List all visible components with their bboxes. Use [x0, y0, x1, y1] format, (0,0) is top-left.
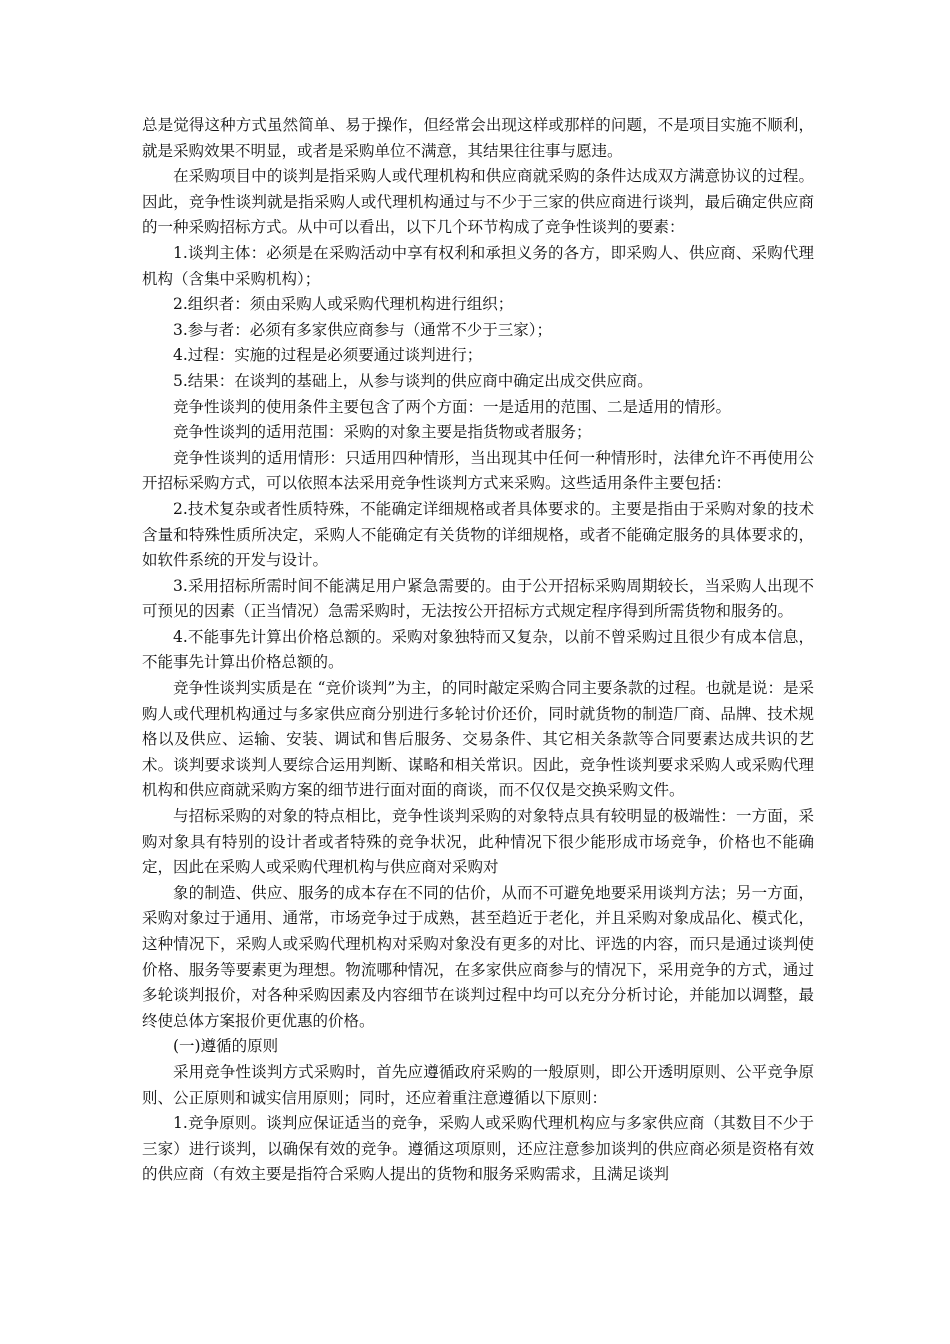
paragraph: 总是觉得这种方式虽然简单、易于操作，但经常会出现这样或那样的问题，不是项目实施不顺利，就是采购效果不明显，或者是采购单位不满意，其结果往往事与愿违。	[142, 116, 814, 160]
paragraph: 竞争性谈判的适用范围：采购的对象主要是指货物或者服务；	[173, 423, 592, 442]
document-body	[142, 113, 814, 1188]
paragraph: 竞争性谈判的适用情形：只适用四种情形，当出现其中任何一种情形时，法律允许不再使用公开招标采购方式，可以依照本法采用竞争性谈判方式来采购。这些适用条件主要包括：	[142, 448, 814, 493]
list-item: 4.不能事先计算出价格总额的。采购对象独特而又复杂，以前不曾采购过且很少有成本信息，不能事先计算出价格总额的。	[142, 627, 814, 672]
paragraph: 采用竞争性谈判方式采购时，首先应遵循政府采购的一般原则，即公开透明原则、公平竞争原则、公正原则和诚实信用原则；同时，还应着重注意遵循以下原则：	[142, 1062, 814, 1107]
list-item: 3.参与者：必须有多家供应商参与（通常不少于三家）；	[173, 320, 553, 339]
list-item: 2.技术复杂或者性质特殊，不能确定详细规格或者具体要求的。主要是指由于采购对象的技术含量和特殊性质所决定，采购人不能确定有关货物的详细规格，或者不能确定服务的具体要求的，如软件系统的开发与设计。	[142, 499, 814, 570]
list-item: 1.谈判主体：必须是在采购活动中享有权利和承担义务的各方，即采购人、供应商、采购代理机构（含集中采购机构）；	[142, 243, 814, 288]
paragraph: 象的制造、供应、服务的成本存在不同的估价，从而不可避免地要采用谈判方法；另一方面，采购对象过于通用、通常，市场竞争过于成熟，甚至趋近于老化，并且采购对象成品化、模式化，这种情况下，采购人或采购代理机构对采购对象没有更多的对比、评选的内容，而只是通过谈判使价格、服务等要素更为理想。物流哪种情况，在多家供应商参与的情况下，采用竞争的方式，通过多轮谈判报价，对各种采购因素及内容细节在谈判过程中均可以充分分析讨论，并能加以调整，最终使总体方案报价更优惠的价格。	[142, 883, 814, 1030]
paragraph: 与招标采购的对象的特点相比，竞争性谈判采购的对象特点具有较明显的极端性：一方面，采购对象具有特别的设计者或者特殊的竞争状况，此种情况下很少能形成市场竞争，价格也不能确定，因此在采购人或采购代理机构与供应商对采购对	[142, 807, 814, 877]
list-item: 4.过程：实施的过程是必须要通过谈判进行；	[173, 346, 483, 365]
paragraph: 在采购项目中的谈判是指采购人或代理机构和供应商就采购的条件达成双方满意协议的过程。因此，竞争性谈判就是指采购人或代理机构通过与不少于三家的供应商进行谈判，最后确定供应商的一种采购招标方式。从中可以看出，以下几个环节构成了竞争性谈判的要素：	[142, 167, 814, 237]
list-item: 3.采用招标所需时间不能满足用户紧急需要的。由于公开招标采购周期较长，当采购人出现不可预见的因素（正当情况）急需采购时，无法按公开招标方式规定程序得到所需货物和服务的。	[142, 576, 814, 621]
list-item: 5.结果：在谈判的基础上，从参与谈判的供应商中确定出成交供应商。	[173, 371, 653, 390]
paragraph: 竞争性谈判实质是在 “竞价谈判”为主，的同时敲定采购合同主要条款的过程。也就是说：是采购人或代理机构通过与多家供应商分别进行多轮讨价还价，同时就货物的制造厂商、品牌、技术规格以及供应、运输、安装、调试和售后服务、交易条件、其它相关条款等合同要素达成共识的艺术。谈判要求谈判人要综合运用判断、谋略和相关常识。因此，竞争性谈判要求采购人或采购代理机构和供应商就采购方案的细节进行面对面的商谈，而不仅仅是交换采购文件。	[142, 679, 814, 800]
paragraph: 竞争性谈判的使用条件主要包含了两个方面：一是适用的范围、二是适用的情形。	[173, 397, 732, 416]
list-item: 1.竞争原则。谈判应保证适当的竞争，采购人或采购代理机构应与多家供应商（其数目不少于三家）进行谈判，以确保有效的竞争。遵循这项原则，还应注意参加谈判的供应商必须是资格有效的供应商（有效主要是指符合采购人提出的货物和服务采购需求，且满足谈判	[142, 1114, 814, 1184]
section-heading: (一)遵循的原则	[173, 1037, 279, 1056]
list-item: 2.组织者：须由采购人或采购代理机构进行组织；	[173, 295, 514, 314]
